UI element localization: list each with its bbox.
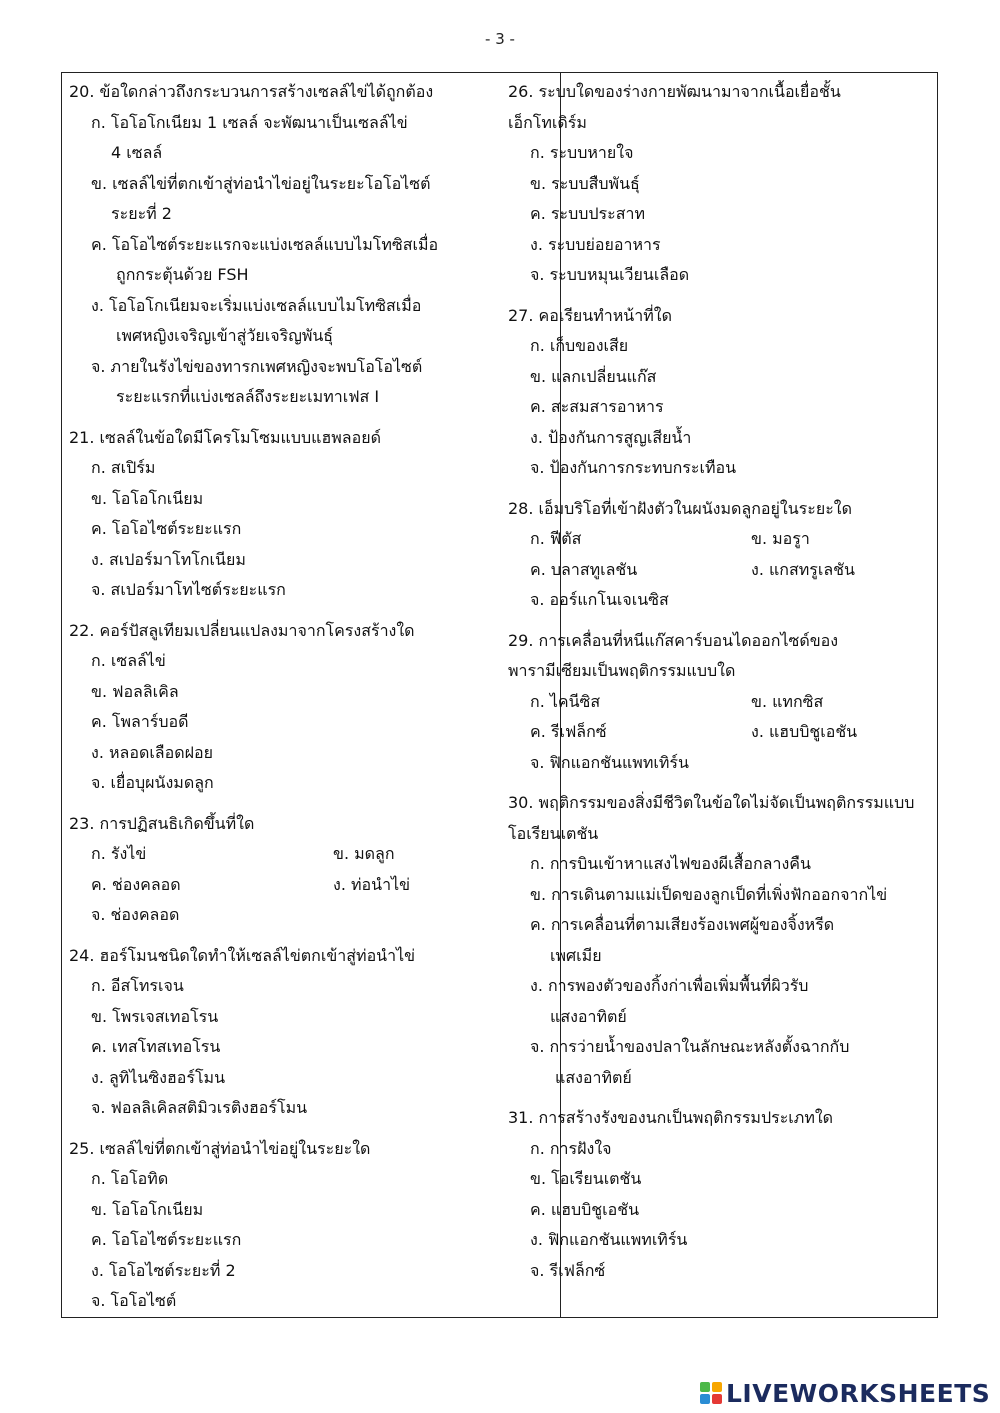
option-29-c[interactable]: ค. รีเฟล็กซ์	[530, 722, 607, 741]
option-31-e[interactable]: จ. รีเฟล็กซ์	[530, 1260, 606, 1280]
option-30-d-cont: แสงอาทิตย์	[550, 1006, 627, 1026]
question-26	[508, 77, 933, 291]
option-27-d[interactable]: ง. ป้องกันการสูญเสียน้ำ	[530, 427, 692, 447]
option-20-c[interactable]: ค. โอโอไซต์ระยะแรกจะแบ่งเซลล์แบบไมโทซิสเมื่อ	[91, 234, 439, 254]
option-20-d-cont: เพศหญิงเจริญเข้าสู่วัยเจริญพันธุ์	[116, 326, 334, 345]
question-30-stem: 30. พฤติกรรมของสิ่งมีชีวิตในข้อใดไม่จัดเป็นพฤติกรรมแบบ	[508, 793, 915, 812]
question-23	[69, 809, 499, 931]
left-column	[69, 77, 499, 1317]
question-22-stem: 22. คอร์ปัสลูเทียมเปลี่ยนแปลงมาจากโครงสร้างใด	[69, 620, 415, 640]
question-20-stem: 20. ข้อใดกล่าวถึงกระบวนการสร้างเซลล์ไข่ได้ถูกต้อง	[69, 82, 434, 101]
question-30	[508, 788, 933, 1093]
option-31-a[interactable]: ก. การฝังใจ	[530, 1138, 612, 1158]
option-25-b[interactable]: ข. โอโอโกเนียม	[91, 1199, 204, 1219]
option-28-b[interactable]: ข. มอรูา	[751, 529, 810, 548]
question-29-stem: 29. การเคลื่อนที่หนีแก๊สคาร์บอนไดออกไซด์ของ	[508, 630, 839, 650]
option-30-b[interactable]: ข. การเดินตามแม่เป็ดของลูกเป็ดที่เพิ่งฟักออกจากไข่	[530, 884, 888, 904]
logo-square-blue	[700, 1394, 710, 1404]
option-21-b[interactable]: ข. โอโอโกเนียม	[91, 488, 204, 508]
option-row-29-ab	[508, 687, 933, 718]
option-row-28-ab	[508, 524, 933, 555]
option-30-e-cont: แสงอาทิตย์	[555, 1067, 632, 1087]
option-23-a[interactable]: ก. รังไข่	[91, 844, 147, 863]
question-28	[508, 494, 933, 616]
option-28-a[interactable]: ก. ฟีตัส	[530, 529, 582, 548]
option-30-d[interactable]: ง. การพองตัวของกิ้งก่าเพื่อเพิ่มพื้นที่ผิวรับ	[530, 976, 809, 995]
option-28-e[interactable]: จ. ออร์แกโนเจเนซิส	[530, 590, 669, 609]
question-26-stem-cont: เอ็กโทเดิร์ม	[508, 112, 587, 132]
option-22-a[interactable]: ก. เซลล์ไข่	[91, 651, 166, 670]
option-26-a[interactable]: ก. ระบบหายใจ	[530, 143, 634, 162]
option-25-a[interactable]: ก. โอโอทิด	[91, 1169, 169, 1188]
option-30-e[interactable]: จ. การว่ายน้ำของปลาในลักษณะหลังตั้งฉากกับ	[530, 1037, 850, 1056]
option-27-a[interactable]: ก. เก็บของเสีย	[530, 336, 629, 355]
option-30-c-cont: เพศเมีย	[550, 945, 602, 965]
option-23-b[interactable]: ข. มดลูก	[333, 844, 395, 863]
option-23-e[interactable]: จ. ช่องคลอด	[91, 905, 180, 924]
option-22-c[interactable]: ค. โพลาร์บอดี	[91, 712, 189, 731]
option-30-c[interactable]: ค. การเคลื่อนที่ตามเสียงร้องเพศผู้ของจิ้งหรีด	[530, 915, 835, 934]
option-21-d[interactable]: ง. สเปอร์มาโทโกเนียม	[91, 549, 246, 569]
option-29-b[interactable]: ข. แทกซิส	[751, 691, 824, 711]
question-31-stem: 31. การสร้างรังของนกเป็นพฤติกรรมประเภทใด	[508, 1108, 834, 1127]
question-25	[69, 1134, 499, 1317]
option-20-b-cont: ระยะที่ 2	[111, 204, 172, 223]
option-30-a[interactable]: ก. การบินเข้าหาแสงไฟของผีเสื้อกลางคืน	[530, 854, 811, 873]
option-26-e[interactable]: จ. ระบบหมุนเวียนเลือด	[530, 265, 690, 284]
question-frame	[61, 72, 938, 1318]
option-29-a[interactable]: ก. ไคนีซิส	[530, 691, 601, 711]
option-22-d[interactable]: ง. หลอดเลือดฝอย	[91, 742, 213, 762]
option-21-e[interactable]: จ. สเปอร์มาโทไซต์ระยะแรก	[91, 580, 286, 599]
option-21-a[interactable]: ก. สเปิร์ม	[91, 458, 156, 477]
question-24	[69, 941, 499, 1124]
option-20-e[interactable]: จ. ภายในรังไข่ของทารกเพศหญิงจะพบโอโอไซต์	[91, 356, 423, 376]
option-22-b[interactable]: ข. ฟอลลิเคิล	[91, 681, 179, 701]
question-21-stem: 21. เซลล์ในข้อใดมีโครโมโซมแบบแฮพลอยด์	[69, 427, 381, 447]
option-23-c[interactable]: ค. ช่องคลอด	[91, 874, 181, 894]
option-25-c[interactable]: ค. โอโอไซต์ระยะแรก	[91, 1230, 242, 1249]
logo-square-green	[700, 1382, 710, 1392]
option-20-a-cont: 4 เซลล์	[111, 143, 163, 162]
option-26-c[interactable]: ค. ระบบประสาท	[530, 204, 646, 223]
question-28-stem: 28. เอ็มบริโอที่เข้าฝังตัวในผนังมดลูกอยู่ในระยะใด	[508, 498, 853, 518]
option-24-b[interactable]: ข. โพรเจสเทอโรน	[91, 1006, 219, 1026]
option-26-b[interactable]: ข. ระบบสืบพันธุ์	[530, 173, 640, 193]
liveworksheets-logo-icon	[700, 1382, 722, 1404]
option-27-e[interactable]: จ. ป้องกันการกระทบกระเทือน	[530, 458, 737, 477]
question-22	[69, 616, 499, 799]
option-31-b[interactable]: ข. โอเรียนเตชัน	[530, 1169, 642, 1188]
question-20	[69, 77, 499, 413]
option-row-29-cd	[508, 717, 933, 748]
question-29	[508, 626, 933, 779]
option-20-b[interactable]: ข. เซลล์ไข่ที่ตกเข้าสู่ท่อนำไข่อยู่ในระยะโอโอไซต์	[91, 173, 431, 193]
option-25-d[interactable]: ง. โอโอไซต์ระยะที่ 2	[91, 1260, 236, 1280]
option-20-e-cont: ระยะแรกที่แบ่งเซลล์ถึงระยะเมทาเฟส I	[116, 387, 380, 406]
page-number: - 3 -	[485, 30, 515, 48]
option-24-c[interactable]: ค. เทสโทสเทอโรน	[91, 1037, 221, 1056]
option-23-d[interactable]: ง. ท่อนำไข่	[333, 874, 411, 894]
option-25-e[interactable]: จ. โอโอไซต์	[91, 1291, 177, 1310]
option-21-c[interactable]: ค. โอโอไซต์ระยะแรก	[91, 519, 242, 538]
option-24-e[interactable]: จ. ฟอลลิเคิลสติมิวเรติงฮอร์โมน	[91, 1098, 308, 1117]
question-27	[508, 301, 933, 484]
option-20-a[interactable]: ก. โอโอโกเนียม 1 เซลล์ จะพัฒนาเป็นเซลล์ไข่	[91, 112, 408, 132]
option-28-d[interactable]: ง. แกสทรูเลชัน	[751, 559, 855, 579]
option-29-e[interactable]: จ. ฟิกแอกชันแพทเทิร์น	[530, 752, 689, 772]
liveworksheets-logo	[700, 1377, 990, 1409]
option-27-c[interactable]: ค. สะสมสารอาหาร	[530, 397, 664, 416]
logo-square-red	[712, 1394, 722, 1404]
question-24-stem: 24. ฮอร์โมนชนิดใดทำให้เซลล์ไข่ตกเข้าสู่ท่อนำไข่	[69, 945, 416, 965]
option-29-d[interactable]: ง. แฮบบิชูเอชัน	[751, 722, 858, 741]
question-26-stem: 26. ระบบใดของร่างกายพัฒนามาจากเนื้อเยื่อชั้น	[508, 82, 841, 101]
question-27-stem: 27. คอเรียนทำหน้าที่ใด	[508, 305, 672, 325]
question-31	[508, 1103, 933, 1286]
option-row-23-cd	[69, 870, 499, 901]
option-26-d[interactable]: ง. ระบบย่อยอาหาร	[530, 234, 661, 254]
option-20-d[interactable]: ง. โอโอโกเนียมจะเริ่มแบ่งเซลล์แบบไมโทซิสเมื่อ	[91, 295, 422, 315]
option-row-28-cd	[508, 555, 933, 586]
option-31-d[interactable]: ง. ฟิกแอกชันแพทเทิร์น	[530, 1230, 688, 1249]
liveworksheets-logo-text: LIVEWORKSHEETS	[726, 1378, 991, 1408]
option-row-23-ab	[69, 839, 499, 870]
option-27-b[interactable]: ข. แลกเปลี่ยนแก๊ส	[530, 366, 657, 386]
option-24-d[interactable]: ง. ลูทิไนซิงฮอร์โมน	[91, 1067, 226, 1087]
question-30-stem-cont: โอเรียนเตชัน	[508, 823, 599, 843]
question-29-stem-cont: พารามีเซียมเป็นพฤติกรรมแบบใด	[508, 661, 736, 680]
question-23-stem: 23. การปฏิสนธิเกิดขึ้นที่ใด	[69, 813, 255, 833]
option-20-c-cont: ถูกกระตุ้นด้วย FSH	[116, 265, 249, 284]
right-column	[508, 77, 933, 1286]
option-24-a[interactable]: ก. อีสโทรเจน	[91, 976, 184, 995]
question-21	[69, 423, 499, 606]
option-28-c[interactable]: ค. บลาสทูเลชัน	[530, 559, 638, 579]
option-31-c[interactable]: ค. แฮบบิชูเอชัน	[530, 1199, 639, 1219]
option-22-e[interactable]: จ. เยื่อบุผนังมดลูก	[91, 773, 214, 792]
question-25-stem: 25. เซลล์ไข่ที่ตกเข้าสู่ท่อนำไข่อยู่ในระยะใด	[69, 1138, 371, 1158]
logo-square-orange	[712, 1382, 722, 1392]
